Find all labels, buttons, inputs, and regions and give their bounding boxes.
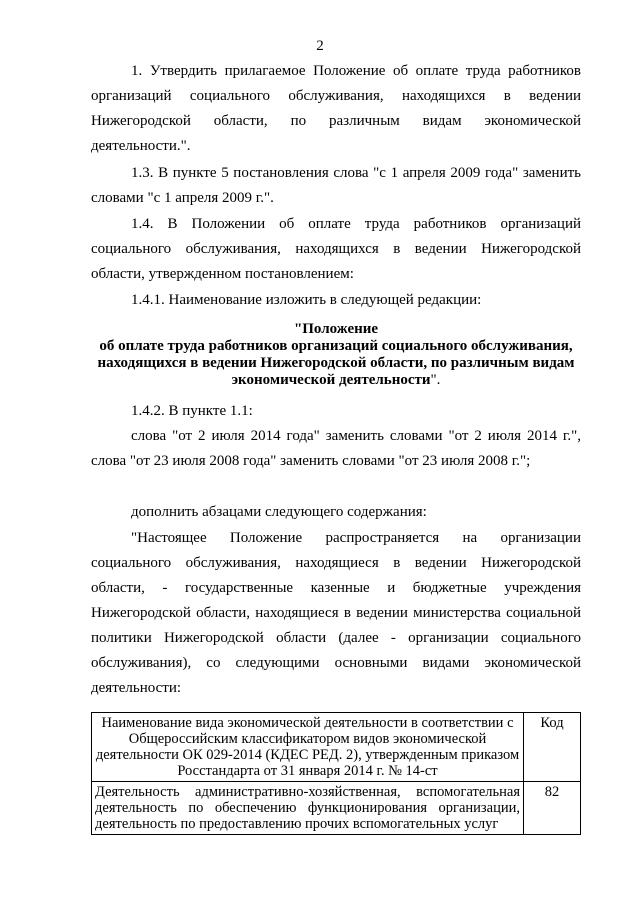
paragraph-item-1-4-1: 1.4.1. Наименование изложить в следующей редакции:	[131, 292, 482, 308]
heading-line-2: об оплате труда работников организаций социального обслуживания,	[99, 338, 573, 354]
paragraph-approve-regulation: 1. Утвердить прилагаемое Положение об оплате труда работников организаций социального обслуживания, находящихся в ведении Нижегородской области, по различным видам экономической деятельности.".	[91, 63, 581, 154]
table-cell-name: Деятельность административно-хозяйственная, вспомогательная деятельность по обеспечению функционирования организации, деятельность по предоставлению прочих вспомогательных услуг	[92, 782, 524, 835]
regulation-heading	[91, 321, 581, 389]
table-cell-code: 82	[524, 782, 581, 835]
activity-codes-table	[91, 712, 581, 835]
paragraph-replace-words: слова "от 2 июля 2014 года" заменить словами "от 2 июля 2014 г.", слова "от 23 июля 2008 года" заменить словами "от 23 июля 2008 г.";	[91, 428, 581, 469]
table-header-code: Код	[524, 713, 581, 782]
paragraph-scope: "Настоящее Положение распространяется на организации социального обслуживания, находящиеся в ведении Нижегородской области, - государственные казенные и бюджетные учреждения Нижегородской области, находящиеся в ведении министерства социальной политики Нижегородской области (далее - организации социального обслуживания), со следующими основными видами экономической деятельности:	[91, 530, 581, 696]
heading-line-1: "Положение	[293, 321, 379, 337]
heading-line-4	[91, 372, 581, 389]
table-row	[92, 782, 581, 835]
table-header-row	[92, 713, 581, 782]
paragraph-add-text: дополнить абзацами следующего содержания:	[131, 504, 427, 520]
paragraph-item-1-4-2: 1.4.2. В пункте 1.1:	[131, 403, 253, 419]
heading-line-4-text: экономической деятельности	[231, 372, 431, 388]
heading-line-4-tail: ".	[430, 372, 441, 388]
paragraph-item-1-3: 1.3. В пункте 5 постановления слова "с 1 апреля 2009 года" заменить словами "с 1 апреля 2009 г.".	[91, 165, 581, 206]
paragraph-item-1-4: 1.4. В Положении об оплате труда работников организаций социального обслуживания, находящихся в ведении Нижегородской области, утвержденном постановлением:	[91, 216, 581, 282]
heading-line-3: находящихся в ведении Нижегородской области, по различным видам	[97, 355, 575, 371]
table-header-name: Наименование вида экономической деятельности в соответствии с Общероссийским классификатором видов экономической деятельности ОК 029-2014 (КДЕС РЕД. 2), утвержденным приказом Росстандарта от 31 января 2014 г. № 14-ст	[92, 713, 524, 782]
page-number: 2	[316, 38, 324, 54]
